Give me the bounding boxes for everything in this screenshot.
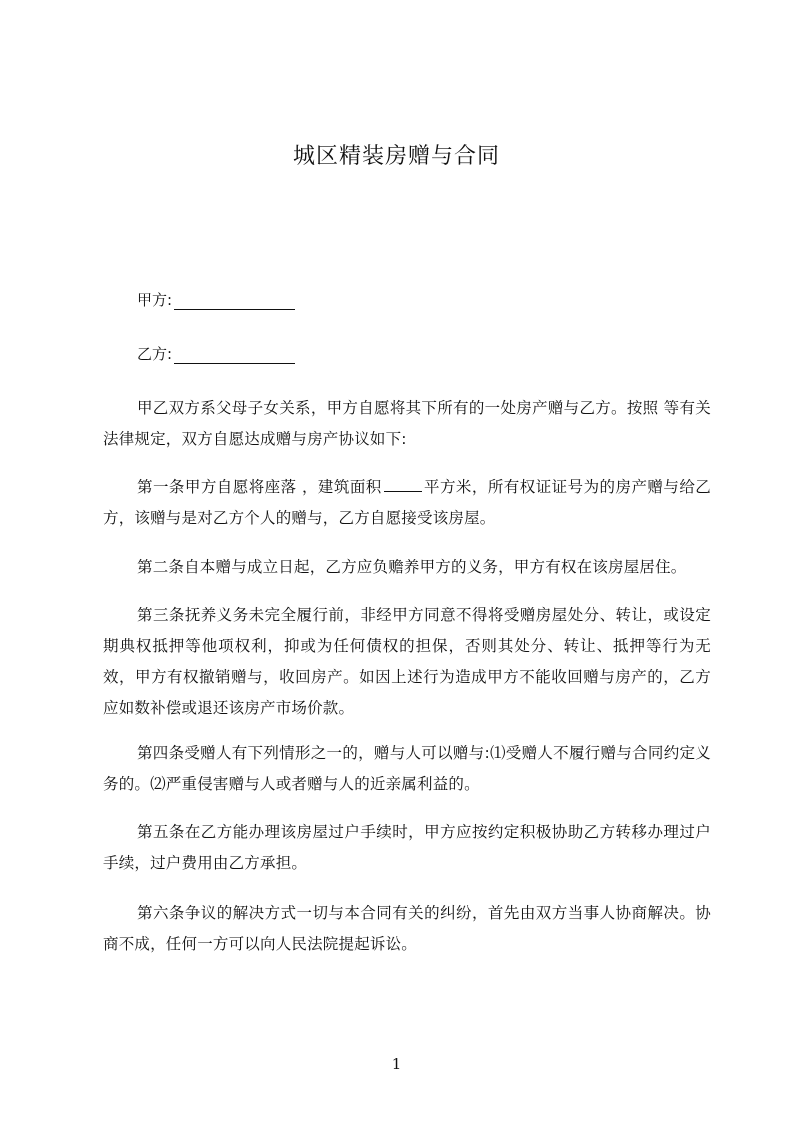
article-6: 第六条争议的解决方式一切与本合同有关的纠纷，首先由双方当事人协商解决。协商不成，任何一方可以向人民法院提起诉讼。 <box>103 904 711 953</box>
party-b-blank <box>174 349 295 364</box>
document-title: 城区精装房赠与合同 <box>292 144 500 169</box>
party-b-label: 乙方: <box>137 345 173 363</box>
article-1-part-1: 第一条甲方自愿将座落 ，建筑面积 <box>137 478 382 496</box>
article-4: 第四条受赠人有下列情形之一的，赠与人可以赠与:⑴受赠人不履行赠与合同约定义务的。⑵严重侵害赠与人或者赠与人的近亲属利益的。 <box>103 744 711 793</box>
page-number: 1 <box>391 1055 402 1073</box>
party-a-blank <box>174 295 295 310</box>
article-2: 第二条自本赠与成立日起，乙方应负赡养甲方的义务，甲方有权在该房屋居住。 <box>137 558 687 576</box>
party-a-line <box>137 290 295 310</box>
article-1-part-2: 平方米，所有权证证号为的房产赠与给乙方，该赠与是对乙方个人的赠与，乙方自愿接受该房屋。 <box>103 478 711 527</box>
party-b-line <box>137 344 295 364</box>
article-5: 第五条在乙方能办理该房屋过户手续时，甲方应按约定积极协助乙方转移办理过户手续，过户费用由乙方承担。 <box>103 823 711 872</box>
intro-paragraph: 甲乙双方系父母子女关系，甲方自愿将其下所有的一处房产赠与乙方。按照 等有关法律规定，双方自愿达成赠与房产协议如下: <box>103 399 711 448</box>
party-a-label: 甲方: <box>137 291 173 309</box>
article-1 <box>103 472 711 534</box>
article-3: 第三条抚养义务未完全履行前，非经甲方同意不得将受赠房屋处分、转让，或设定期典权抵押等他项权利，抑或为任何债权的担保，否则其处分、转让、抵押等行为无效，甲方有权撤销赠与，收回房产。如因上述行为造成甲方不能收回赠与房产的，乙方应如数补偿或退还该房产市场价款。 <box>103 606 711 717</box>
area-blank <box>384 477 422 492</box>
